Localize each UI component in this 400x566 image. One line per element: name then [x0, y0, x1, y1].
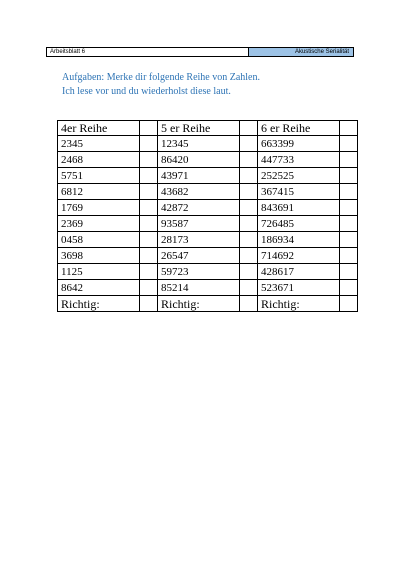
table-header-row	[58, 121, 358, 136]
worksheet-topic: Akustische Serialität	[249, 48, 353, 56]
number-cell: 186934	[258, 232, 340, 248]
number-cell: 43971	[158, 168, 240, 184]
number-series-table	[57, 120, 358, 312]
check-cell[interactable]	[340, 232, 358, 248]
number-cell: 0458	[58, 232, 140, 248]
check-cell[interactable]	[240, 296, 258, 312]
table-row	[58, 136, 358, 152]
table-row	[58, 184, 358, 200]
check-cell[interactable]	[340, 200, 358, 216]
check-cell[interactable]	[140, 184, 158, 200]
worksheet-number: Arbeitsblatt 6	[47, 48, 249, 56]
column-header-6er: 6 er Reihe	[258, 121, 340, 136]
table-row	[58, 280, 358, 296]
column-header-4er: 4er Reihe	[58, 121, 140, 136]
number-cell: 2468	[58, 152, 140, 168]
check-cell[interactable]	[240, 136, 258, 152]
check-cell[interactable]	[340, 152, 358, 168]
check-cell[interactable]	[340, 168, 358, 184]
check-cell[interactable]	[140, 152, 158, 168]
number-cell: 1125	[58, 264, 140, 280]
check-cell[interactable]	[140, 200, 158, 216]
check-cell	[140, 121, 158, 136]
check-cell[interactable]	[340, 264, 358, 280]
instruction-line-1: Aufgaben: Merke dir folgende Reihe von Zahlen.	[62, 72, 260, 83]
check-cell[interactable]	[240, 200, 258, 216]
result-row	[58, 296, 358, 312]
check-cell[interactable]	[340, 296, 358, 312]
check-cell[interactable]	[340, 248, 358, 264]
number-cell: 252525	[258, 168, 340, 184]
correct-label: Richtig:	[58, 296, 140, 312]
check-cell[interactable]	[140, 296, 158, 312]
check-cell[interactable]	[240, 184, 258, 200]
check-cell[interactable]	[240, 216, 258, 232]
number-cell: 12345	[158, 136, 240, 152]
number-cell: 28173	[158, 232, 240, 248]
column-header-5er: 5 er Reihe	[158, 121, 240, 136]
number-cell: 59723	[158, 264, 240, 280]
check-cell[interactable]	[340, 184, 358, 200]
number-cell: 8642	[58, 280, 140, 296]
check-cell[interactable]	[140, 216, 158, 232]
number-cell: 428617	[258, 264, 340, 280]
instruction-line-2: Ich lese vor und du wiederholst diese laut.	[62, 86, 231, 97]
task-instructions	[62, 71, 260, 99]
number-cell: 2369	[58, 216, 140, 232]
worksheet-header	[46, 47, 354, 57]
table-row	[58, 232, 358, 248]
number-cell: 523671	[258, 280, 340, 296]
table-row	[58, 248, 358, 264]
check-cell	[340, 121, 358, 136]
check-cell[interactable]	[140, 280, 158, 296]
check-cell[interactable]	[240, 232, 258, 248]
table-row	[58, 216, 358, 232]
number-cell: 367415	[258, 184, 340, 200]
number-cell: 42872	[158, 200, 240, 216]
check-cell[interactable]	[240, 168, 258, 184]
table-row	[58, 200, 358, 216]
number-cell: 843691	[258, 200, 340, 216]
number-cell: 2345	[58, 136, 140, 152]
check-cell[interactable]	[140, 136, 158, 152]
check-cell[interactable]	[140, 168, 158, 184]
number-cell: 714692	[258, 248, 340, 264]
check-cell[interactable]	[340, 216, 358, 232]
number-cell: 43682	[158, 184, 240, 200]
check-cell	[240, 121, 258, 136]
correct-label: Richtig:	[158, 296, 240, 312]
number-cell: 3698	[58, 248, 140, 264]
number-cell: 663399	[258, 136, 340, 152]
number-cell: 1769	[58, 200, 140, 216]
number-cell: 6812	[58, 184, 140, 200]
check-cell[interactable]	[240, 280, 258, 296]
table-row	[58, 168, 358, 184]
check-cell[interactable]	[140, 248, 158, 264]
check-cell[interactable]	[240, 248, 258, 264]
number-cell: 93587	[158, 216, 240, 232]
number-cell: 5751	[58, 168, 140, 184]
table-row	[58, 264, 358, 280]
number-cell: 447733	[258, 152, 340, 168]
number-cell: 85214	[158, 280, 240, 296]
number-cell: 726485	[258, 216, 340, 232]
table-row	[58, 152, 358, 168]
check-cell[interactable]	[240, 264, 258, 280]
check-cell[interactable]	[240, 152, 258, 168]
check-cell[interactable]	[340, 136, 358, 152]
check-cell[interactable]	[140, 264, 158, 280]
number-cell: 26547	[158, 248, 240, 264]
number-cell: 86420	[158, 152, 240, 168]
check-cell[interactable]	[140, 232, 158, 248]
check-cell[interactable]	[340, 280, 358, 296]
correct-label: Richtig:	[258, 296, 340, 312]
